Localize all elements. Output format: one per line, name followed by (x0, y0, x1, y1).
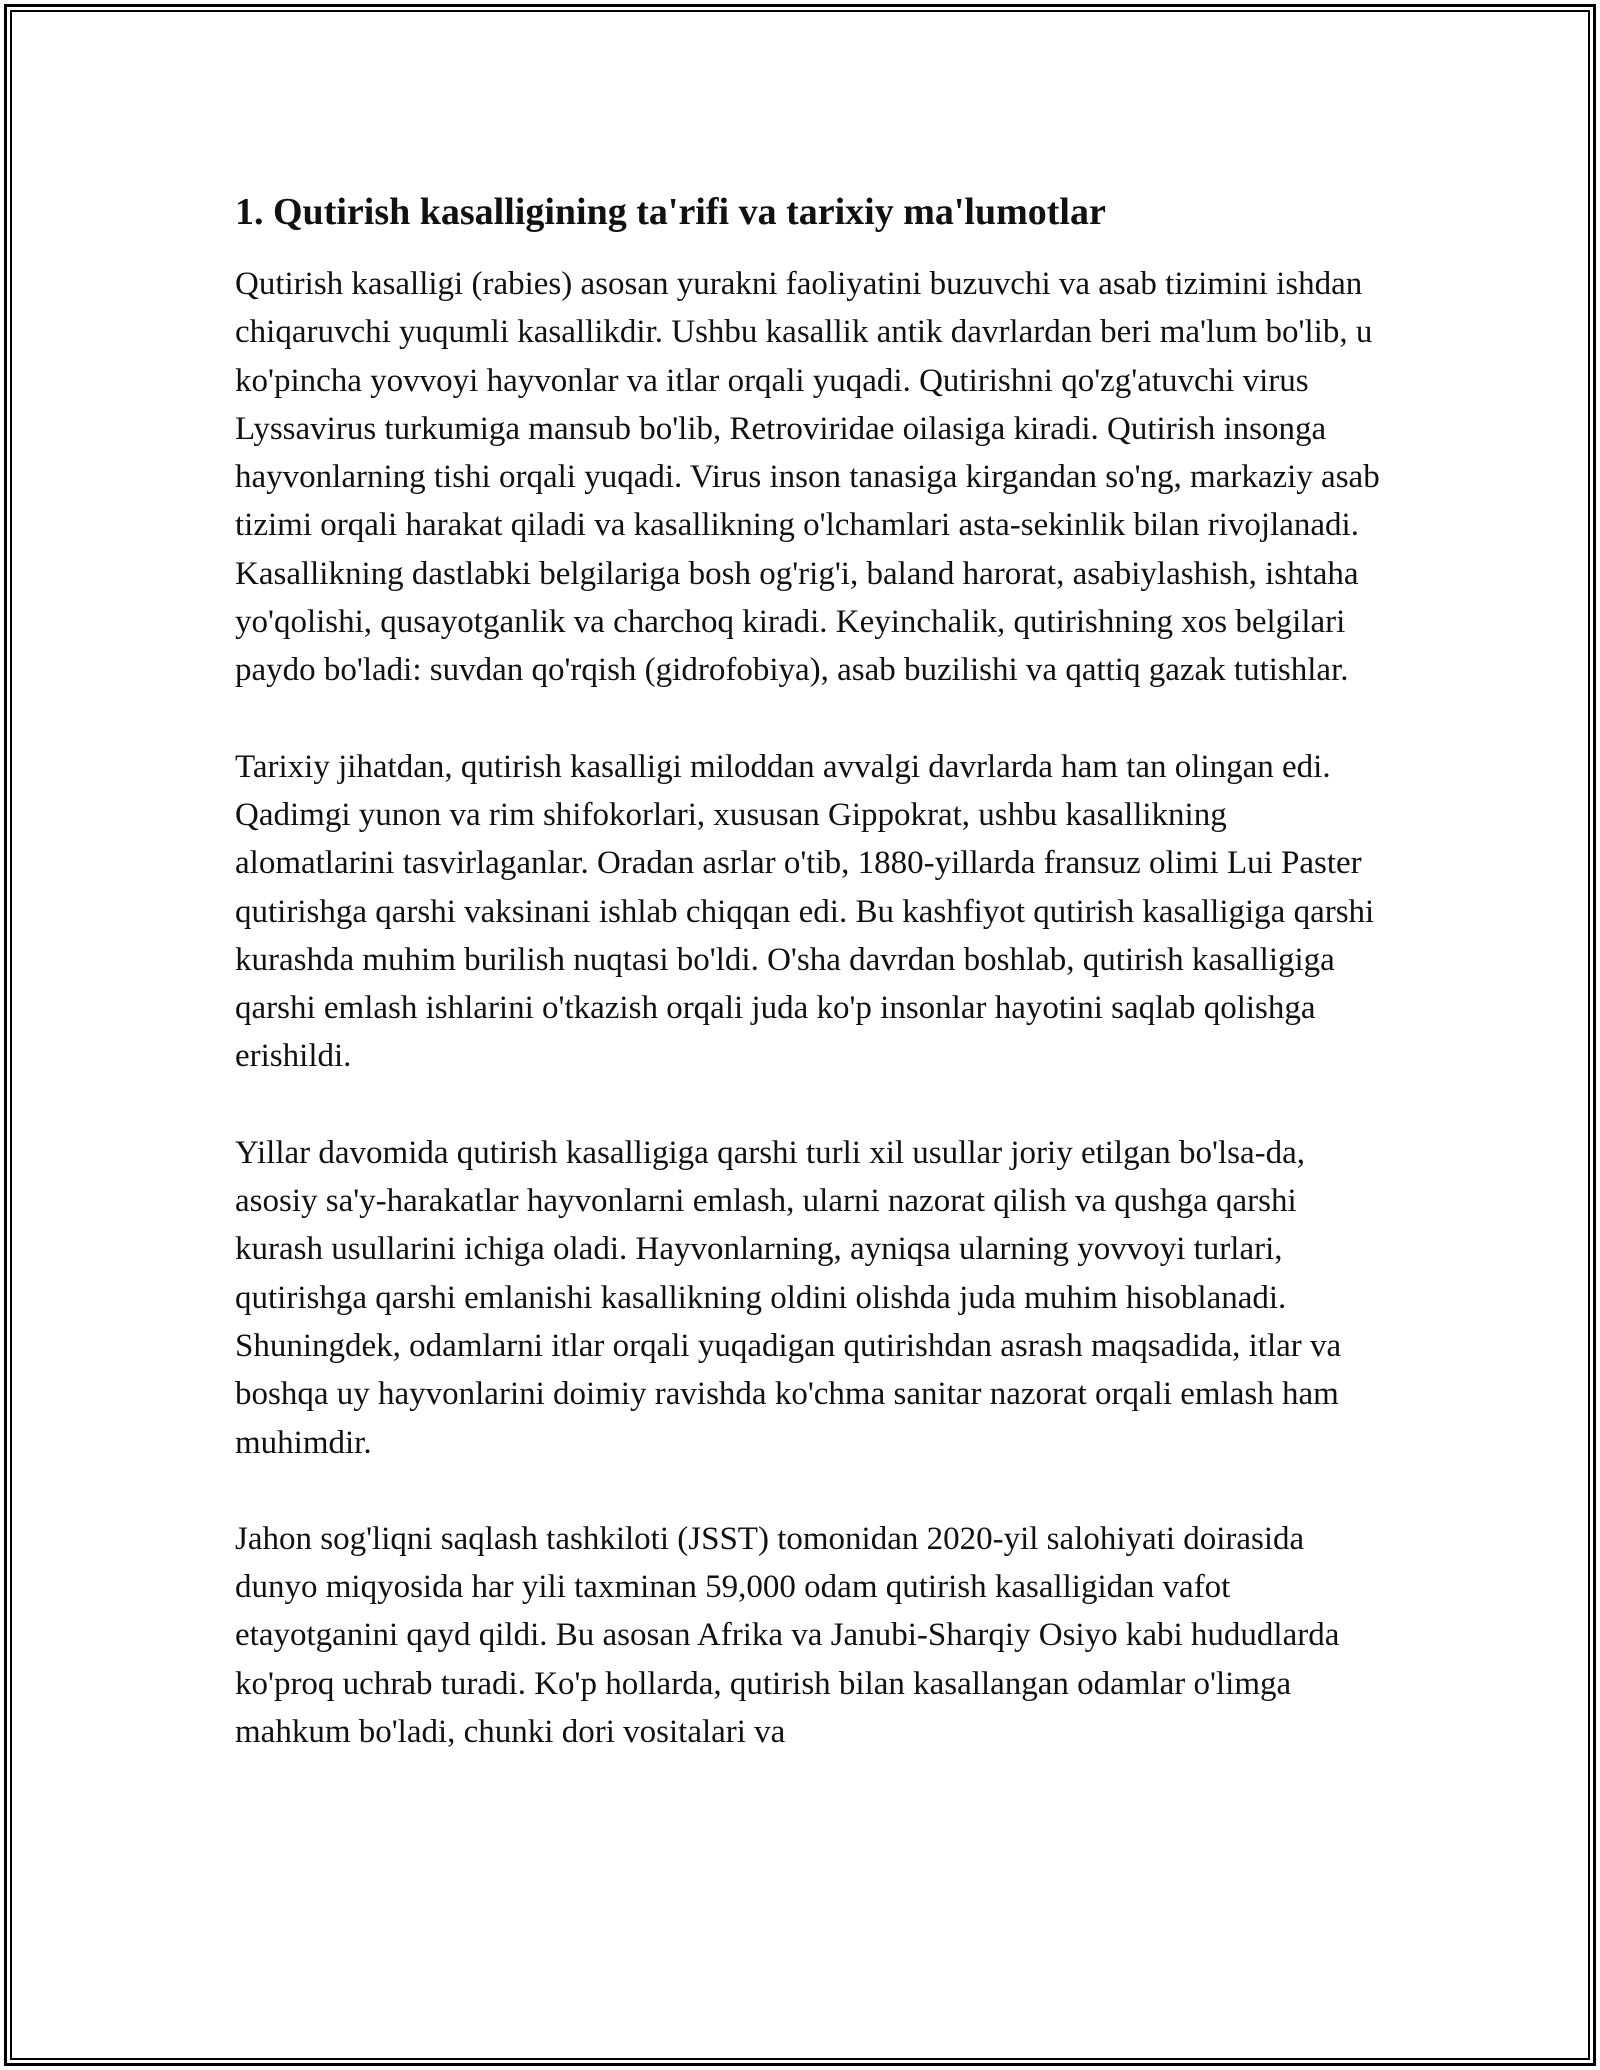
paragraph-definition: Qutirish kasalligi (rabies) asosan yurakni faoliyatini buzuvchi va asab tizimini ishdan chiqaruvchi yuqumli kasallikdir. Ushbu kasallik antik davrlardan beri ma'lum bo'lib, u ko'pincha yovvoyi hayvonlar va itlar orqali yuqadi. Qutirishni qo'zg'atuvchi virus Lyssavirus turkumiga mansub bo'lib, Retroviridae oilasiga kiradi. Qutirish insonga hayvonlarning tishi orqali yuqadi. Virus inson tanasiga kirgandan so'ng, markaziy asab tizimi orqali harakat qiladi va kasallikning o'lchamlari asta-sekinlik bilan rivojlanadi. Kasallikning dastlabki belgilariga bosh og'rig'i, baland harorat, asabiylashish, ishtaha yo'qolishi, qusayotganlik va charchoq kiradi. Keyinchalik, qutirishning xos belgilari paydo bo'ladi: suvdan qo'rqish (gidrofobiya), asab buzilishi va qattiq gazak tutishlar. (235, 266, 1380, 689)
paragraph-statistics: Jahon sog'liqni saqlash tashkiloti (JSST) tomonidan 2020-yil salohiyati doirasida dunyo miqyosida har yili taxminan 59,000 odam qutirish kasalligidan vafot etayotganini qayd qildi. Bu asosan Afrika va Janubi-Sharqiy Osiyo kabi hududlarda ko'proq uchrab turadi. Ko'p hollarda, qutirish bilan kasallangan odamlar o'limga mahkum bo'ladi, chunki dori vositalari va (235, 1520, 1340, 1751)
paragraph-prevention: Yillar davomida qutirish kasalligiga qarshi turli xil usullar joriy etilgan bo'lsa-da, asosiy sa'y-harakatlar hayvonlarni emlash, ularni nazorat qilish va qushga qarshi kurash usullarini ichiga oladi. Hayvonlarning, ayniqsa ularning yovvoyi turlari, qutirishga qarshi emlanishi kasallikning oldini olishda juda muhim hisoblanadi. Shuningdek, odamlarni itlar orqali yuqadigan qutirishdan asrash maqsadida, itlar va boshqa uy hayvonlarini doimiy ravishda ko'chma sanitar nazorat orqali emlash ham muhimdir. (235, 1134, 1342, 1461)
document-body (235, 186, 1385, 1756)
section-heading: 1. Qutirish kasalligining ta'rifi va tarixiy ma'lumotlar (235, 191, 1106, 233)
paragraph-history: Tarixiy jihatdan, qutirish kasalligi miloddan avvalgi davrlarda ham tan olingan edi. Qadimgi yunon va rim shifokorlari, xususan Gippokrat, ushbu kasallikning alomatlarini tasvirlaganlar. Oradan asrlar o'tib, 1880-yillarda fransuz olimi Lui Paster qutirishga qarshi vaksinani ishlab chiqqan edi. Bu kashfiyot qutirish kasalligiga qarshi kurashda muhim burilish nuqtasi bo'ldi. O'sha davrdan boshlab, qutirish kasalligiga qarshi emlash ishlarini o'tkazish orqali juda ko'p insonlar hayotini saqlab qolishga erishildi. (235, 748, 1375, 1075)
